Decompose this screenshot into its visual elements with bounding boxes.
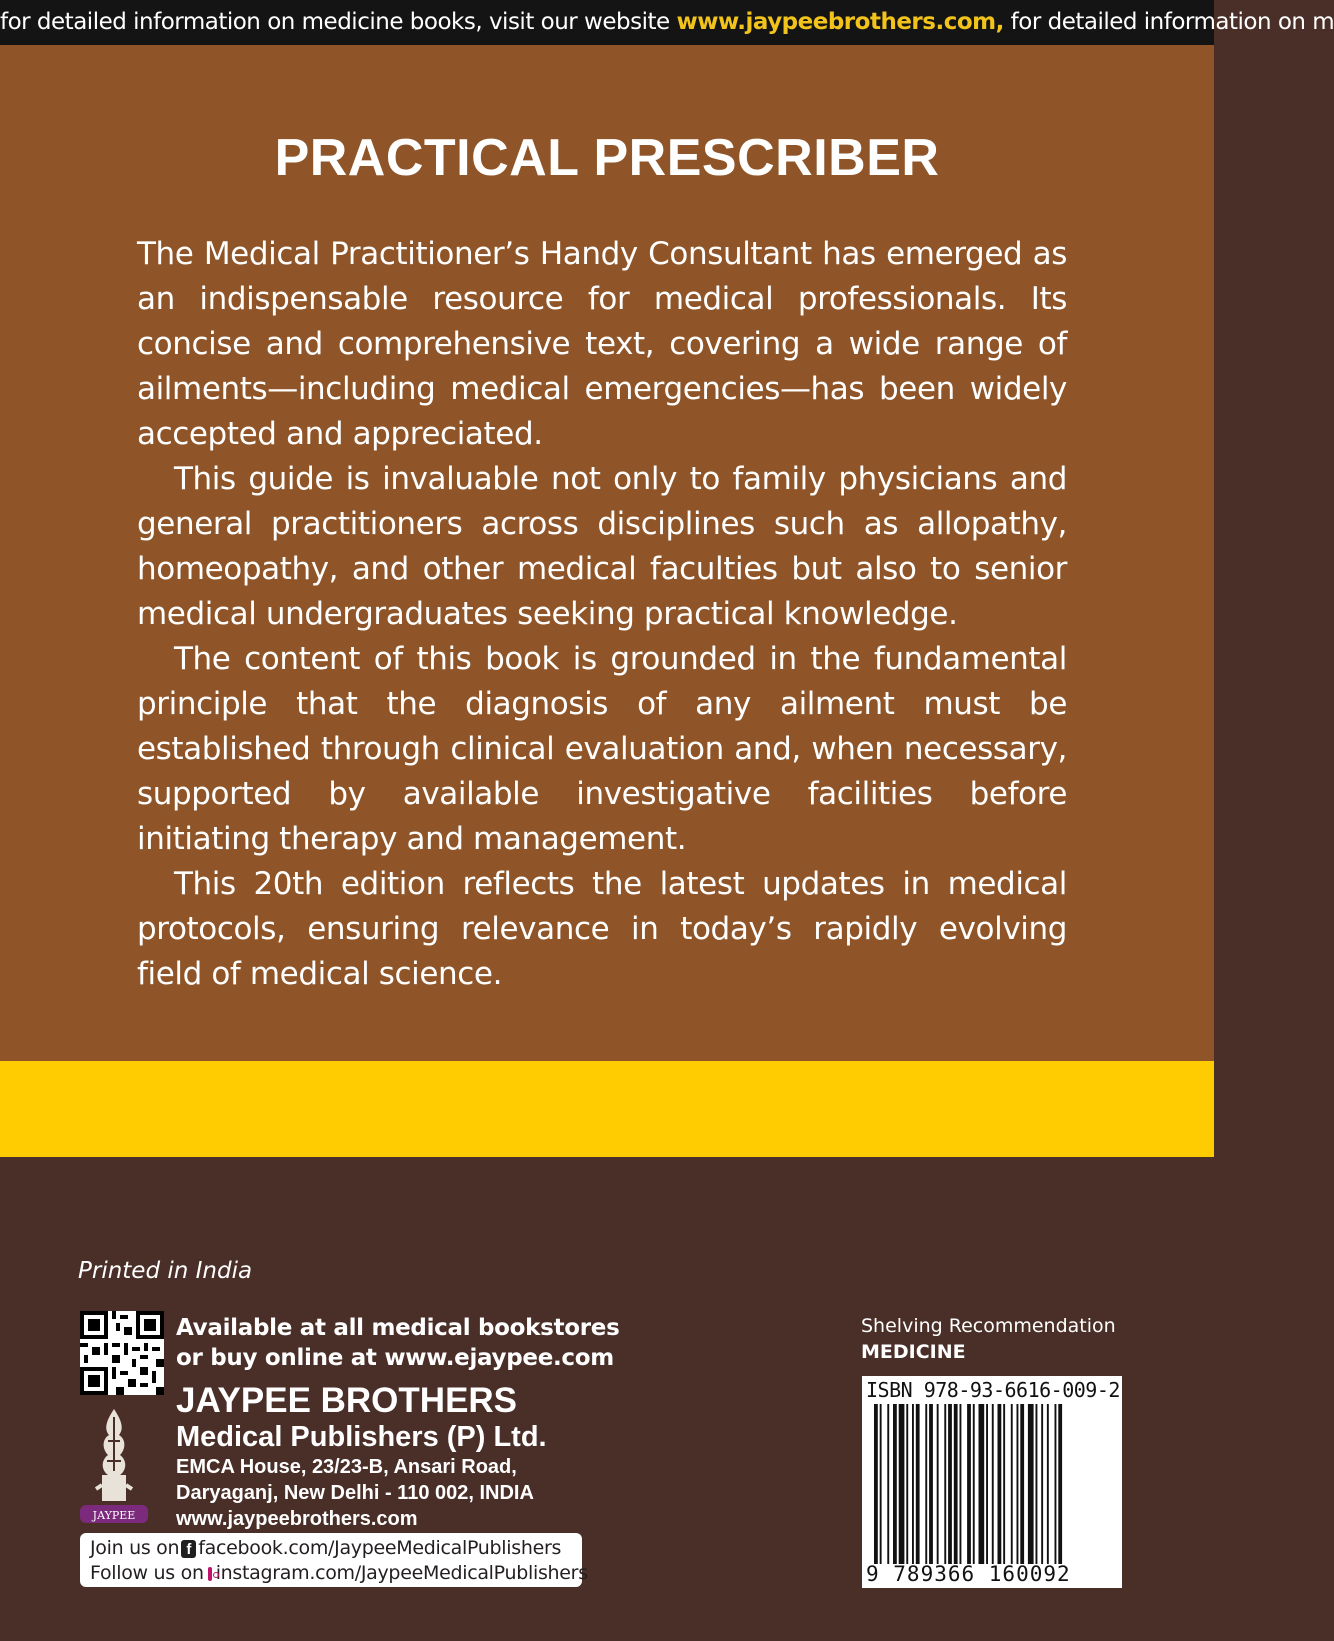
barcode-bar [944,1404,946,1564]
barcode-bar [967,1404,971,1564]
address-line-1: EMCA House, 23/23-B, Ansari Road, [176,1456,517,1478]
yellow-stripe [0,1061,1214,1157]
barcode-bar [1041,1404,1043,1564]
barcode-bar [979,1404,985,1564]
facebook-row[interactable] [90,1536,582,1561]
availability-line-2[interactable]: or buy online at www.ejaypee.com [176,1345,614,1371]
publisher-name: JAYPEE BROTHERS [176,1381,518,1420]
barcode-bar [992,1404,994,1564]
jaypee-logo [76,1405,152,1525]
barcode-bar [874,1404,878,1564]
barcode-bar [929,1404,933,1564]
publisher-website-link[interactable]: www.jaypeebrothers.com [176,1508,418,1530]
barcode-bars [874,1404,1114,1564]
barcode-bar [887,1404,889,1564]
description-paragraph-2: This guide is invaluable not only to family physicians and general practitioners across disciplines such as allopathy, homeopathy, and other medical faculties but also to senior medical undergraduates seeking practical knowledge. [137,461,1067,632]
banner-text-continued: for detailed information on m [1003,9,1334,35]
barcode-bar [906,1404,908,1564]
facebook-icon: f [181,1540,196,1558]
availability-line-1: Available at all medical bookstores [176,1315,620,1341]
description-paragraph-4: This 20th edition reflects the latest updates in medical protocols, ensuring relevance in today’s rapidly evolving field of medical science. [137,866,1067,992]
instagram-icon [208,1567,212,1581]
barcode-bar [1003,1404,1005,1564]
description-paragraph-1: The Medical Practitioner’s Handy Consultant has emerged as an indispensable resource for medical professionals. Its concise and comprehensive text, covering a wide range of ailments—including medical emergencies—has been widely accepted and appreciated. [137,236,1067,452]
banner-text: for detailed information on medicine books, visit our website [0,9,677,35]
publisher-address [176,1454,534,1532]
book-title: PRACTICAL PRESCRIBER [274,129,940,187]
instagram-row[interactable] [90,1561,588,1586]
barcode-bar [916,1404,920,1564]
barcode-bar [1011,1404,1013,1564]
barcode-bar [1058,1404,1062,1564]
barcode-bar [998,1404,1002,1564]
barcode-bar [986,1404,988,1564]
barcode-bar [937,1404,939,1564]
barcode-bar [899,1404,905,1564]
barcode-bar [893,1404,897,1564]
facebook-link[interactable]: facebook.com/JaypeeMedicalPublishers [198,1537,562,1559]
printed-in-note: Printed in India [78,1258,253,1284]
address-line-2: Daryaganj, New Delhi - 110 002, INDIA [176,1482,534,1504]
banner-website-link[interactable]: www.jaypeebrothers.com, [676,9,1004,35]
barcode-bar [954,1404,958,1564]
shelving-label: Shelving Recommendation [861,1315,1116,1337]
barcode-bar [1017,1404,1019,1564]
isbn-text: ISBN 978-93-6616-009-2 [866,1378,1120,1402]
barcode-bar [948,1404,952,1564]
barcode-bar [960,1404,962,1564]
barcode-bar [1036,1404,1038,1564]
publisher-subtitle: Medical Publishers (P) Ltd. [176,1421,547,1453]
barcode-bar [973,1404,975,1564]
isbn-barcode [862,1376,1122,1588]
barcode-bar [1028,1404,1034,1564]
top-banner [0,0,1334,45]
instagram-link[interactable]: instagram.com/JaypeeMedicalPublishers [215,1562,588,1584]
instagram-prefix: Follow us on [90,1562,204,1584]
barcode-bar [1055,1404,1057,1564]
barcode-bar [925,1404,927,1564]
qr-code-icon[interactable] [80,1311,164,1395]
shelving-value: MEDICINE [861,1341,966,1363]
availability-note [176,1313,620,1373]
barcode-bar [880,1404,882,1564]
barcode-bar [912,1404,914,1564]
barcode-bar [1020,1404,1024,1564]
logo-text: JAYPEE [92,1509,136,1522]
barcode-bar [1047,1404,1049,1564]
social-links-box [80,1533,588,1587]
facebook-prefix: Join us on [90,1537,180,1559]
barcode-digits: 9 789366 160092 [866,1562,1071,1586]
book-description [137,232,1067,997]
description-paragraph-3: The content of this book is grounded in the fundamental principle that the diagnosis of any ailment must be established through clinical evaluation and, when necessary, supported by available investigative facilities before initiating therapy and management. [137,641,1067,857]
